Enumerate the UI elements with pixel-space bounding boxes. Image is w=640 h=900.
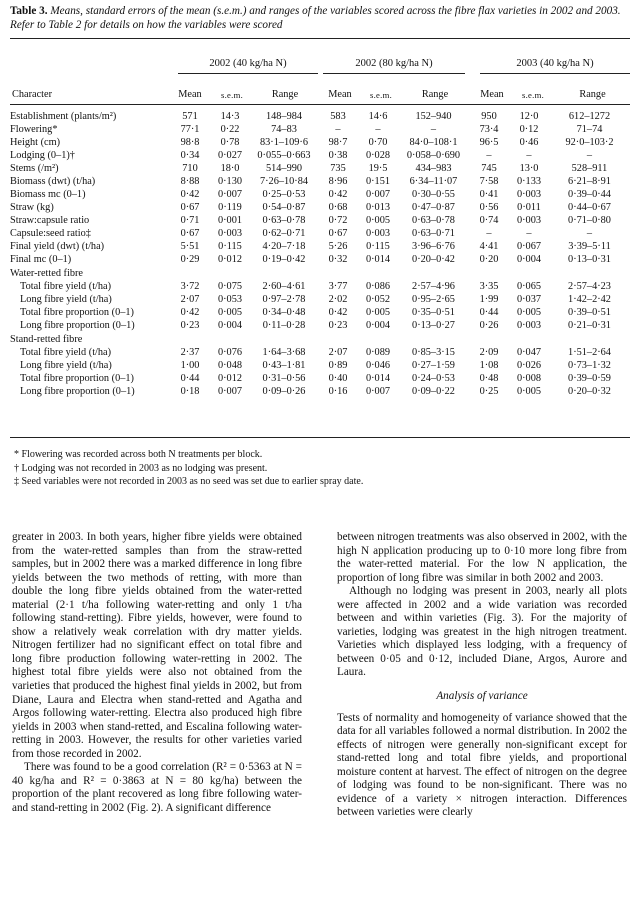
row-label-cell: Lodging (0–1)†: [10, 150, 75, 161]
value-cell: 6·21–8·91: [568, 176, 611, 187]
value-cell: 5·26: [328, 241, 348, 252]
value-cell: 19·5: [368, 163, 388, 174]
value-cell: 0·34–0·48: [262, 307, 306, 318]
value-cell: 0·013: [365, 202, 391, 213]
left-paragraph-2: There was found to be a good correlation (R² = 0·5363 at N = 40 kg/ha and R² = 0·3863 at N = 80 kg/ha) between the proportion of the plant recovered as long fibre following water- and stand-retting in 2002 (Fig. 2). A significant difference: [12, 761, 302, 814]
table-row: [10, 227, 630, 240]
value-cell: 0·005: [516, 307, 542, 318]
row-label-cell: Height (cm): [10, 137, 61, 148]
value-cell: –: [430, 124, 437, 135]
value-cell: 0·11–0·28: [262, 320, 306, 331]
value-cell: 0·54–0·87: [262, 202, 306, 213]
value-cell: 0·31–0·56: [262, 373, 306, 384]
value-cell: 0·005: [365, 215, 391, 226]
value-cell: 0·25: [479, 386, 499, 397]
table-caption: [10, 4, 630, 32]
footnote-seed: ‡ Seed variables were not recorded in 2003 as no seed was set due to earlier spray date.: [14, 476, 364, 487]
value-cell: 0·007: [365, 189, 391, 200]
row-label-cell: Flowering*: [10, 124, 58, 135]
sem-header-3: s.e.m.: [521, 90, 545, 100]
table-caption-label: Table 3.: [10, 5, 48, 17]
value-cell: –: [486, 228, 492, 239]
table-row: [10, 293, 630, 306]
value-cell: 8·88: [180, 176, 200, 187]
row-label-cell: Straw:capsule ratio: [10, 215, 90, 226]
value-cell: 0·130: [217, 176, 243, 187]
table-row: [10, 188, 630, 201]
sem-header-1: s.e.m.: [220, 90, 244, 100]
value-cell: 2·57–4·23: [568, 281, 611, 292]
value-cell: 2·09: [479, 347, 499, 358]
value-cell: 83·1–109·6: [259, 137, 309, 148]
value-cell: 2·57–4·96: [412, 281, 455, 292]
group-rule-2: [323, 73, 465, 74]
value-cell: 1·51–2·64: [568, 347, 611, 358]
value-cell: 0·09–0·26: [262, 386, 306, 397]
value-cell: 0·004: [217, 320, 243, 331]
value-cell: 0·086: [365, 281, 391, 292]
value-cell: 0·73–1·32: [568, 360, 611, 371]
value-cell: 745: [481, 163, 497, 174]
value-cell: 950: [481, 111, 497, 122]
value-cell: 0·32: [328, 254, 348, 265]
table-row: [10, 306, 630, 319]
value-cell: 0·014: [365, 254, 391, 265]
value-cell: 1·42–2·42: [568, 294, 611, 305]
footnote-flowering: * Flowering was recorded across both N treatments per block.: [14, 449, 263, 460]
section-title: Water-retted fibre: [10, 268, 83, 279]
value-cell: 0·25–0·53: [262, 189, 306, 200]
value-cell: 0·34: [180, 150, 200, 161]
value-cell: 1·08: [479, 360, 499, 371]
value-cell: 0·076: [217, 347, 243, 358]
footnote-lodging: † Lodging was not recorded in 2003 as no lodging was present.: [14, 462, 268, 474]
table-footnotes: [14, 448, 624, 489]
row-label-cell: Total fibre yield (t/ha): [20, 281, 112, 292]
table-row: [10, 136, 630, 149]
value-cell: 0·43–1·81: [262, 360, 306, 371]
value-cell: 152–940: [415, 111, 452, 122]
value-cell: 0·13–0·27: [412, 320, 455, 331]
group-header-2003-40: 2003 (40 kg/ha N): [516, 58, 594, 69]
value-cell: 3·39–5·11: [568, 241, 611, 252]
row-label-cell: Capsule:seed ratio‡: [10, 228, 91, 239]
value-cell: 0·003: [516, 320, 542, 331]
table-row: [10, 110, 630, 123]
value-cell: 0·151: [365, 176, 391, 187]
row-label-cell: Total fibre proportion (0–1): [20, 373, 134, 384]
group-rule-1: [178, 73, 318, 74]
value-cell: 0·72: [328, 215, 348, 226]
value-cell: 0·19–0·42: [262, 254, 306, 265]
value-cell: 7·58: [479, 176, 499, 187]
value-cell: 4·41: [479, 241, 499, 252]
left-paragraph-1: greater in 2003. In both years, higher fibre yields were obtained from the water-retted samples than from the straw-retted samples, but in 2002 there was a marked difference in long fibre yields between the two methods of retting, with more than double the long fibre yields obtained from the water-retted material (2·1 t/ha following water-retting and only 1 t/ha following stand-retting). Fibre yields, however, were found to show a relatively weak correlation with dry matter yields. Nitrogen fertilizer had no significant effect on total fibre and long fibre production following water-retting in 2002. The highest total fibre yields were also not obtained from the varieties that produced the highest final yields in 2002, but from Diane, Laura and Electra when stand-retted and Agatha and Argos following water-retting. Electra also produced high fibre yields in 2003 when stand-retted, and Escalina following water-retting in 2003. However, the results for other varieties varied from those recorded in 2002.: [12, 531, 302, 760]
value-cell: 0·052: [365, 294, 391, 305]
table-row: [10, 123, 630, 136]
value-cell: 0·47–0·87: [412, 202, 455, 213]
value-cell: 14·3: [220, 111, 240, 122]
value-cell: 0·85–3·15: [412, 347, 455, 358]
value-cell: 528–911: [571, 163, 608, 174]
value-cell: 148–984: [265, 111, 303, 122]
value-cell: 735: [330, 163, 346, 174]
body-left-column: [12, 531, 302, 815]
value-cell: 0·27–1·59: [412, 360, 455, 371]
table-bottom-rule: [10, 437, 630, 438]
value-cell: –: [526, 150, 532, 161]
data-table: [10, 110, 630, 398]
value-cell: 0·71: [180, 215, 200, 226]
value-cell: 92·0–103·2: [565, 137, 614, 148]
value-cell: 0·56: [479, 202, 499, 213]
value-cell: 2·60–4·61: [262, 281, 306, 292]
value-cell: 0·38: [328, 150, 348, 161]
table-row: [10, 201, 630, 214]
value-cell: 434–983: [415, 163, 452, 174]
section-subheading: Analysis of variance: [436, 690, 528, 703]
value-cell: 0·007: [365, 386, 391, 397]
value-cell: 5·51: [180, 241, 200, 252]
value-cell: 0·30–0·55: [412, 189, 455, 200]
value-cell: 0·71–0·80: [568, 215, 611, 226]
value-cell: 0·74: [479, 215, 499, 226]
value-cell: 0·089: [365, 347, 391, 358]
value-cell: 0·058–0·690: [406, 150, 461, 161]
value-cell: 13·0: [519, 163, 539, 174]
value-cell: 2·02: [328, 294, 348, 305]
value-cell: 4·20–7·18: [262, 241, 306, 252]
value-cell: 3·96–6·76: [412, 241, 455, 252]
value-cell: –: [375, 124, 381, 135]
value-cell: 0·22: [220, 124, 240, 135]
mean-header-1: Mean: [178, 89, 202, 100]
body-right-column: [337, 531, 627, 820]
value-cell: 0·46: [519, 137, 539, 148]
value-cell: 0·133: [516, 176, 542, 187]
value-cell: 0·20–0·32: [568, 386, 611, 397]
value-cell: 0·048: [217, 360, 243, 371]
right-paragraph-1: between nitrogen treatments was also observed in 2002, with the high N application producing up to 0·10 more long fibre from the water-retted material. For the low N application, the proportion of long fibre was similar in both 2002 and 2003.: [337, 531, 627, 584]
value-cell: 0·115: [366, 241, 390, 252]
value-cell: 0·014: [365, 373, 391, 384]
row-label-cell: Straw (kg): [10, 202, 54, 213]
value-cell: 0·005: [516, 386, 542, 397]
value-cell: 74–83: [271, 124, 297, 135]
value-cell: 0·44: [180, 373, 200, 384]
value-cell: 0·63–0·71: [412, 228, 455, 239]
table-row: [10, 214, 630, 227]
group-rule-3: [480, 73, 630, 74]
value-cell: 0·23: [328, 320, 348, 331]
value-cell: 0·42: [328, 307, 348, 318]
value-cell: 0·63–0·78: [262, 215, 306, 226]
value-cell: 0·003: [217, 228, 243, 239]
row-label-cell: Biomass mc (0–1): [10, 189, 86, 200]
row-label-cell: Long fibre proportion (0–1): [20, 320, 135, 331]
value-cell: 0·007: [217, 386, 243, 397]
value-cell: 0·13–0·31: [568, 254, 611, 265]
row-label-cell: Long fibre yield (t/ha): [20, 360, 112, 371]
header-bottom-rule: [10, 104, 630, 105]
value-cell: 0·67: [180, 202, 200, 213]
value-cell: 0·68: [328, 202, 348, 213]
row-label-cell: Establishment (plants/m²): [10, 111, 117, 122]
value-cell: 0·44: [479, 307, 499, 318]
value-cell: 0·005: [217, 307, 243, 318]
value-cell: 514–990: [265, 163, 303, 174]
value-cell: –: [526, 228, 532, 239]
value-cell: 0·09–0·22: [412, 386, 455, 397]
value-cell: 0·24–0·53: [412, 373, 455, 384]
table-row: [10, 372, 630, 385]
table-top-rule: [10, 38, 630, 39]
value-cell: 18·0: [220, 163, 240, 174]
table-row: [10, 162, 630, 175]
value-cell: 2·07: [328, 347, 348, 358]
value-cell: 0·008: [516, 373, 542, 384]
value-cell: 0·012: [217, 254, 243, 265]
section-title: Stand-retted fibre: [10, 334, 83, 345]
value-cell: 0·005: [365, 307, 391, 318]
value-cell: 0·053: [217, 294, 243, 305]
value-cell: 77·1: [180, 124, 200, 135]
row-label-cell: Total fibre yield (t/ha): [20, 347, 112, 358]
value-cell: 0·21–0·31: [568, 320, 611, 331]
row-label-cell: Total fibre proportion (0–1): [20, 307, 134, 318]
value-cell: 0·41: [479, 189, 499, 200]
value-cell: –: [486, 150, 492, 161]
value-cell: 0·027: [217, 150, 243, 161]
row-label-cell: Final yield (dwt) (t/ha): [10, 241, 105, 252]
row-label-cell: Long fibre yield (t/ha): [20, 294, 112, 305]
section-title-row: [10, 332, 630, 346]
value-cell: 3·77: [328, 281, 348, 292]
sem-header-2: s.e.m.: [369, 90, 393, 100]
row-label-cell: Long fibre proportion (0–1): [20, 386, 135, 397]
value-cell: 0·67: [328, 228, 348, 239]
value-cell: 0·037: [516, 294, 542, 305]
section-title-row: [10, 266, 630, 280]
value-cell: 0·001: [217, 215, 243, 226]
value-cell: 0·63–0·78: [412, 215, 455, 226]
right-paragraph-3: Tests of normality and homogeneity of variance showed that the data for all variables followed a normal distribution. In 2002 the effects of nitrogen were generally non-significant except for stand-retted long and total fibre yields, and proportional moisture content at harvest. The effect of nitrogen on the degree of lodging was found to be non-significant. There was no evidence of a variety × nitrogen interaction. Differences between varieties were clearly: [337, 711, 627, 819]
value-cell: 0·39–0·51: [568, 307, 611, 318]
value-cell: 0·97–2·78: [262, 294, 306, 305]
value-cell: 0·18: [180, 386, 200, 397]
table-row: [10, 346, 630, 359]
table-row: [10, 385, 630, 398]
value-cell: 3·35: [479, 281, 499, 292]
value-cell: 0·12: [519, 124, 539, 135]
table-row: [10, 319, 630, 332]
value-cell: 0·003: [516, 189, 542, 200]
value-cell: 571: [182, 111, 198, 122]
value-cell: –: [586, 228, 593, 239]
value-cell: 7·26–10·84: [259, 176, 309, 187]
mean-header-2: Mean: [328, 89, 352, 100]
value-cell: 0·42: [180, 307, 200, 318]
value-cell: 0·39–0·59: [568, 373, 611, 384]
value-cell: 0·119: [218, 202, 242, 213]
value-cell: 0·89: [328, 360, 348, 371]
value-cell: 8·96: [328, 176, 348, 187]
value-cell: 0·026: [516, 360, 542, 371]
value-cell: 0·075: [217, 281, 243, 292]
table-row: [10, 149, 630, 162]
row-label-cell: Final mc (0–1): [10, 254, 72, 265]
value-cell: 0·42: [328, 189, 348, 200]
value-cell: 0·011: [517, 202, 541, 213]
value-cell: 0·40: [328, 373, 348, 384]
table-row: [10, 359, 630, 372]
group-header-2002-80: 2002 (80 kg/ha N): [355, 58, 433, 69]
value-cell: 0·29: [180, 254, 200, 265]
value-cell: 0·003: [365, 228, 391, 239]
value-cell: 0·44–0·67: [568, 202, 611, 213]
value-cell: 71–74: [576, 124, 603, 135]
range-header-3: Range: [579, 89, 606, 100]
value-cell: 96·5: [479, 137, 499, 148]
table-row: [10, 175, 630, 188]
value-cell: 3·72: [180, 281, 200, 292]
value-cell: 0·055–0·663: [257, 150, 311, 161]
table-row: [10, 280, 630, 293]
value-cell: 0·35–0·51: [412, 307, 455, 318]
value-cell: 0·62–0·71: [262, 228, 306, 239]
value-cell: 84·0–108·1: [409, 137, 458, 148]
value-cell: 0·047: [516, 347, 542, 358]
group-header-2002-40: 2002 (40 kg/ha N): [209, 58, 287, 69]
mean-header-3: Mean: [480, 89, 504, 100]
value-cell: 98·8: [180, 137, 200, 148]
value-cell: 0·39–0·44: [568, 189, 611, 200]
value-cell: 6·34–11·07: [409, 176, 458, 187]
value-cell: 0·42: [180, 189, 200, 200]
value-cell: 0·78: [220, 137, 240, 148]
table-row: [10, 253, 630, 266]
value-cell: 583: [330, 111, 346, 122]
value-cell: –: [335, 124, 341, 135]
value-cell: 0·95–2·65: [412, 294, 455, 305]
right-paragraph-2: Although no lodging was present in 2003, nearly all plots were affected in 2002 and a wide variation was recorded between and within varieties (Fig. 3). For the majority of varieties, lodging was greatest in the high nitrogen treatment. Varieties which displayed less lodging, with a frequency of between 0·05 and 0·12, included Diane, Argos, Aurore and Laura.: [337, 585, 627, 679]
value-cell: 0·012: [217, 373, 243, 384]
character-header: Character: [12, 89, 53, 100]
value-cell: 0·046: [365, 360, 391, 371]
value-cell: 0·20–0·42: [412, 254, 455, 265]
value-cell: 14·6: [368, 111, 388, 122]
value-cell: 0·065: [516, 281, 542, 292]
value-cell: 0·16: [328, 386, 348, 397]
value-cell: 0·20: [479, 254, 499, 265]
value-cell: 0·67: [180, 228, 200, 239]
value-cell: 1·00: [180, 360, 200, 371]
value-cell: 2·07: [180, 294, 200, 305]
value-cell: 0·48: [479, 373, 499, 384]
table-row: [10, 240, 630, 253]
value-cell: –: [586, 150, 593, 161]
value-cell: 0·115: [218, 241, 242, 252]
value-cell: 0·004: [365, 320, 391, 331]
value-cell: 98·7: [328, 137, 348, 148]
range-header-1: Range: [271, 89, 299, 100]
value-cell: 0·067: [516, 241, 542, 252]
value-cell: 73·4: [479, 124, 499, 135]
value-cell: 0·007: [217, 189, 243, 200]
value-cell: 0·004: [516, 254, 542, 265]
table-caption-text: Means, standard errors of the mean (s.e.m.) and ranges of the variables scored across the fibre flax varieties in 2002 and 2003. Refer to Table 2 for details on how the variables were scored: [10, 5, 621, 31]
value-cell: 2·37: [180, 347, 200, 358]
value-cell: 12·0: [519, 111, 539, 122]
value-cell: 1·99: [479, 294, 499, 305]
value-cell: 612–1272: [568, 111, 611, 122]
value-cell: 1·64–3·68: [262, 347, 306, 358]
value-cell: 0·028: [365, 150, 391, 161]
value-cell: 710: [182, 163, 198, 174]
value-cell: 0·70: [368, 137, 388, 148]
value-cell: 0·23: [180, 320, 200, 331]
row-label-cell: Stems (/m²): [10, 163, 59, 174]
value-cell: 0·003: [516, 215, 542, 226]
row-label-cell: Biomass (dwt) (t/ha): [10, 176, 96, 187]
range-header-2: Range: [421, 89, 449, 100]
value-cell: 0·26: [479, 320, 499, 331]
